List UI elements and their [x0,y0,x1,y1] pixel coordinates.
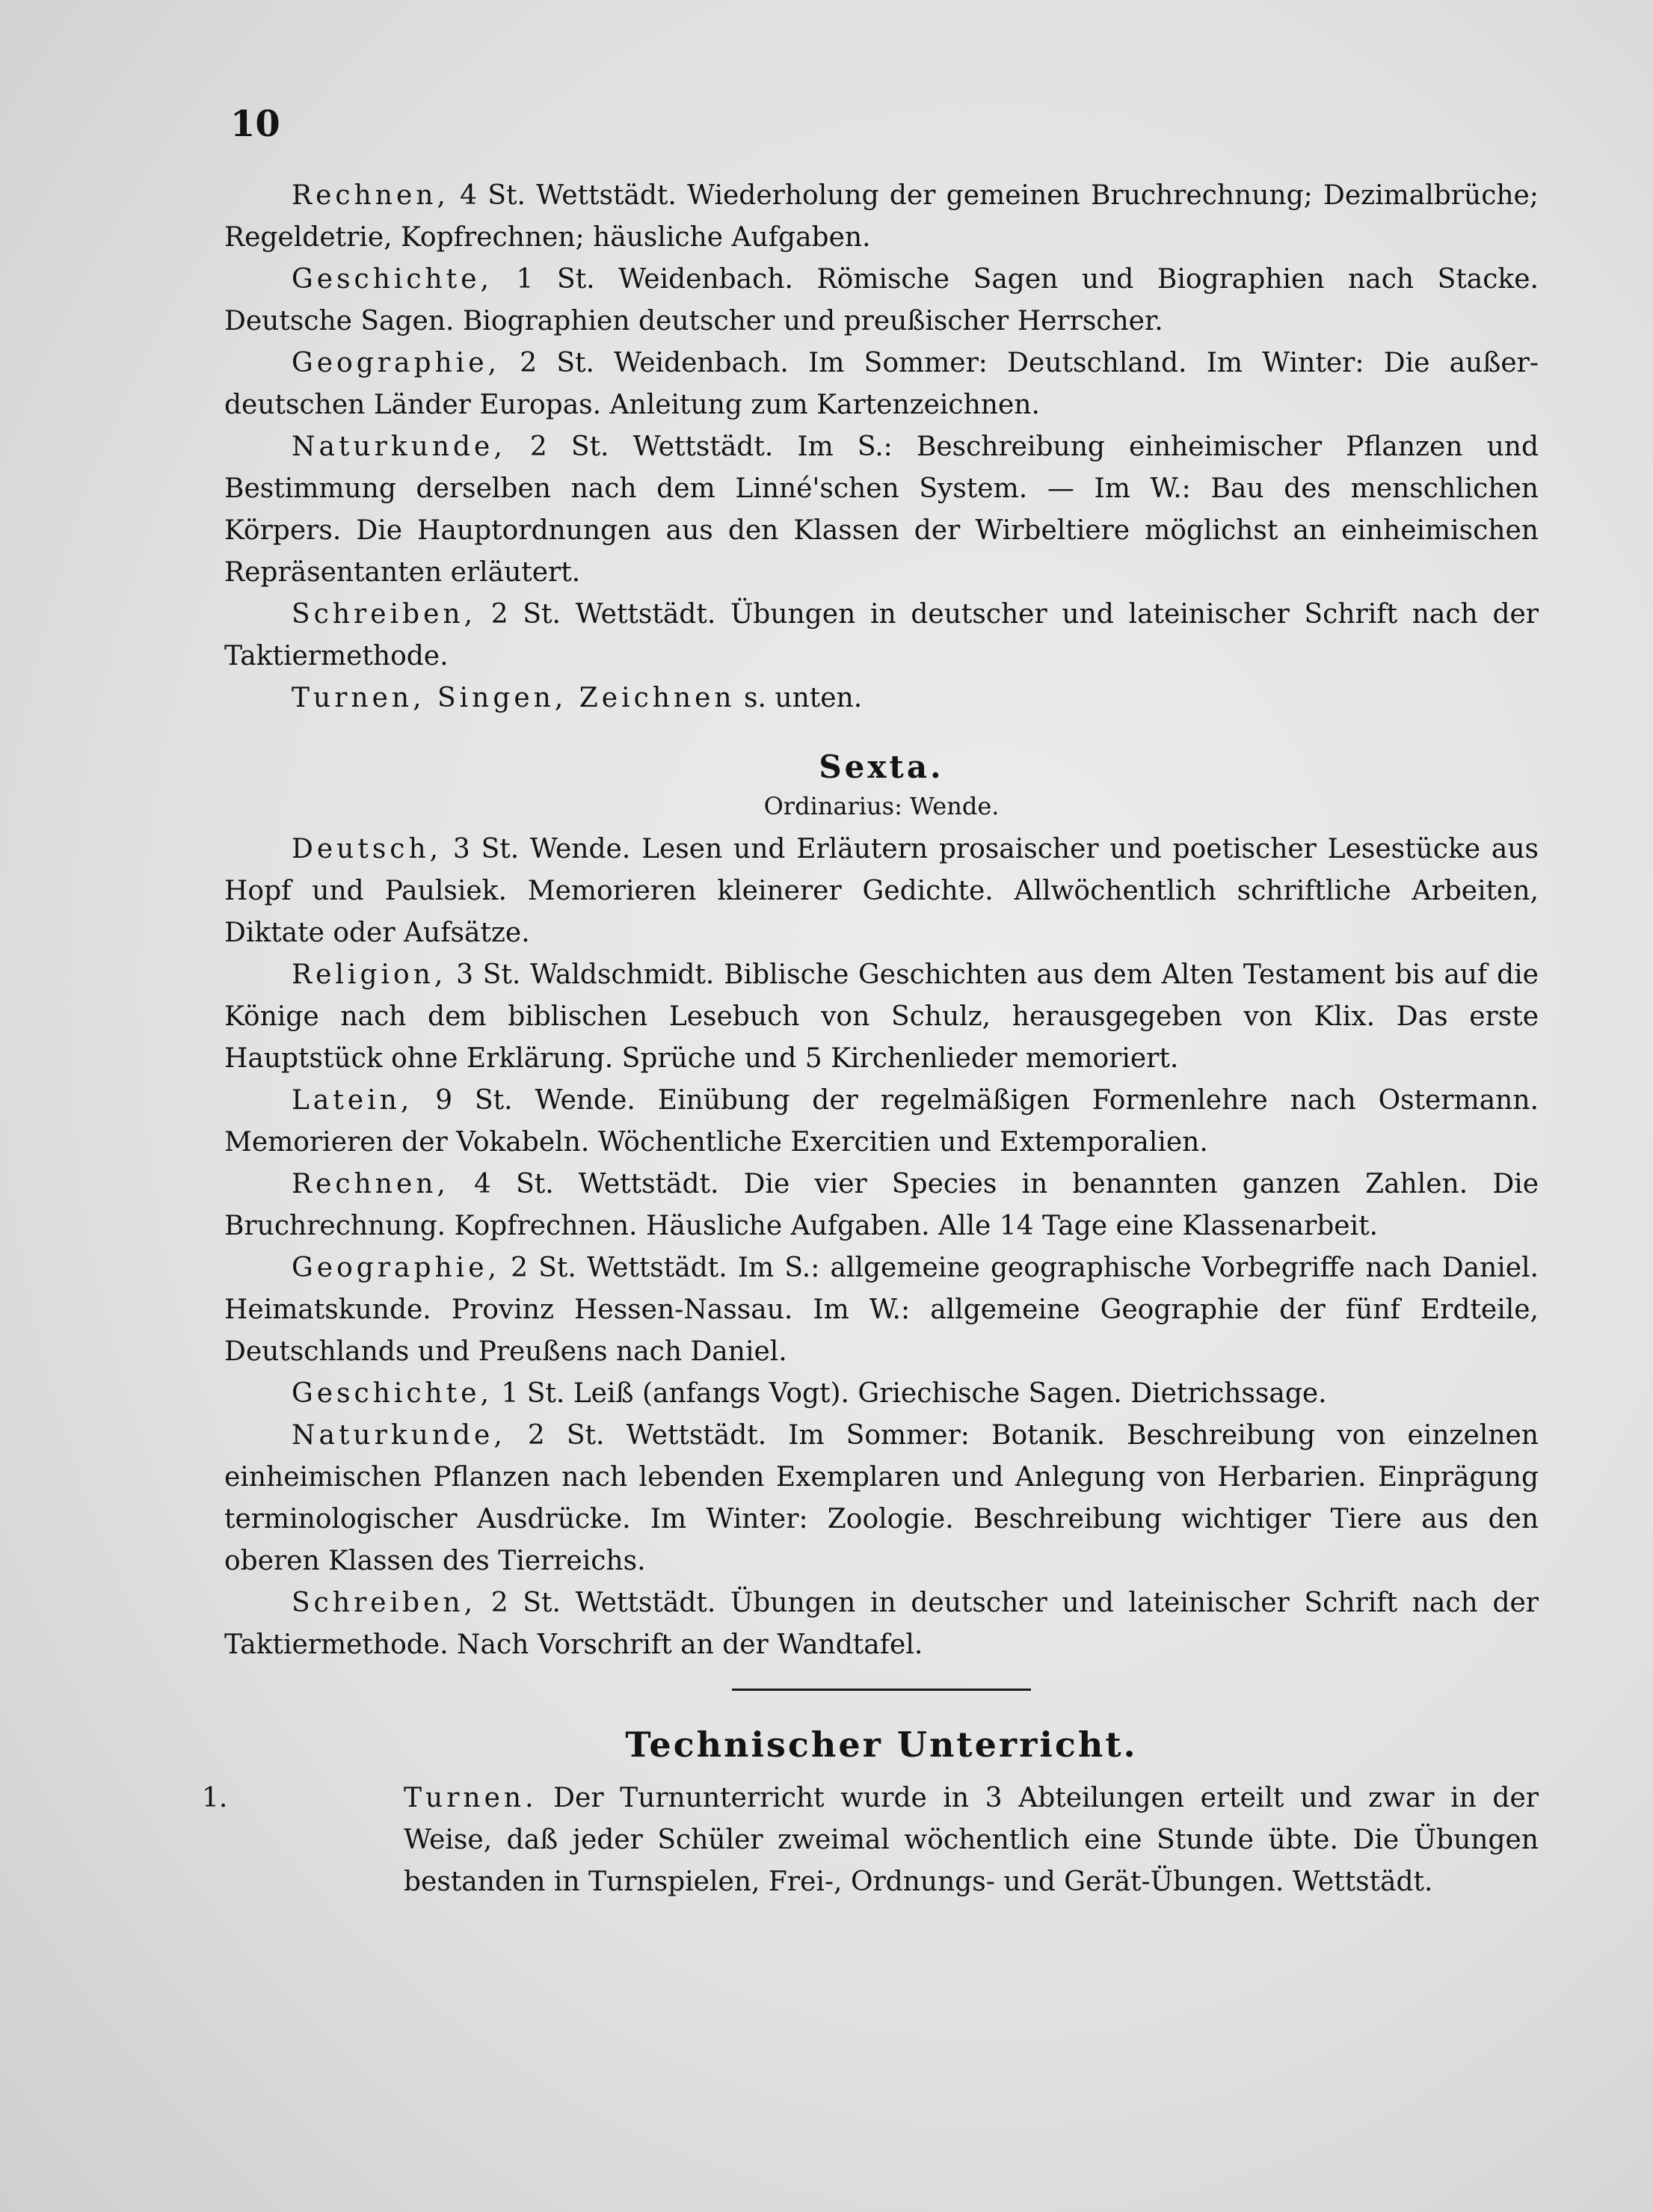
entry-religion [224,954,1539,1080]
item-number: 1. [202,1783,228,1813]
document-body [202,175,1539,1903]
entry-geographie [224,342,1539,426]
entry-subject: Religion, [292,959,447,990]
entry-subject: Rechnen, [292,180,449,211]
entry-text: 2 St. Wettstädt. Im Sommer: Botanik. Beschreibung von einzelnen einheimischen Pflanzen nach lebenden Exemplaren und Anlegung von Herbarien. Einprägung terminologischer Ausdrücke. Im Winter: Zoologie. Beschreibung wichtiger Tiere aus den oberen Klassen des Tierreichs. [224,1420,1539,1576]
entry-text: 1 St. Weidenbach. Römische Sagen und Biographien nach Stacke. Deutsche Sagen. Biographien deutscher und preußischer Herrscher. [224,264,1539,337]
entry-text: 2 St. Wettstädt. Übungen in deutscher und lateinischer Schrift nach der Taktiermethode. [224,599,1539,672]
section-ordinarius: Ordinarius: Wende. [763,792,1000,820]
entry-subject: Latein, [292,1085,413,1116]
page-number: 10 [230,103,280,145]
entry-subject: Naturkunde, [292,1420,506,1451]
entry-text: Der Turnunterricht wurde in 3 Abteilungen erteilt und zwar in der Weise, daß jeder Schüler zweimal wöchentlich eine Stunde übte. Die Übungen bestanden in Turnspielen, Frei-, Ordnungs- und Gerät-Übungen. Wettstädt. [404,1783,1539,1897]
entry-subject: Geschichte, [292,1378,493,1409]
entry-subject: Rechnen, [292,1169,449,1199]
section-divider [732,1689,1031,1691]
entry-naturkunde [224,1415,1539,1582]
entry-subject: Deutsch, [292,834,443,864]
technical-heading: Technischer Unterricht. [625,1724,1138,1765]
entry-deutsch [224,829,1539,954]
entry-geschichte [224,1373,1539,1415]
entry-subject: Geschichte, [292,264,493,295]
entry-latein [224,1080,1539,1164]
entry-geschichte [224,259,1539,342]
technical-item-turnen [202,1778,1539,1903]
entry-text: 3 St. Waldschmidt. Biblische Geschichten aus dem Alten Testament bis auf die Könige nach dem biblischen Lesebuch von Schulz, herausgegeben von Klix. Das erste Hauptstück ohne Erklärung. Sprüche und 5 Kirchenlieder memoriert. [224,959,1539,1074]
entry-subject: Schreiben, [292,599,477,630]
entry-subject: Geographie, [292,348,500,378]
entry-schreiben [224,1582,1539,1666]
entry-text: 4 St. Wettstädt. Die vier Species in benannten ganzen Zahlen. Die Bruchrechnung. Kopfrechnen. Häusliche Aufgaben. Alle 14 Tage eine Klassenarbeit. [224,1169,1539,1241]
entry-rechnen [224,1164,1539,1247]
entry-text: 9 St. Wende. Einübung der regelmäßigen Formenlehre nach Ostermann. Memorieren der Vokabeln. Wöchentliche Exercitien und Extemporalien. [224,1085,1539,1158]
entry-subject: Geographie, [292,1253,500,1283]
entry-text: 2 St. Weidenbach. Im Sommer: Deutschland. Im Winter: Die außer-deutschen Länder Europas. Anleitung zum Kartenzeichnen. [224,348,1539,420]
entry-text: 2 St. Wettstädt. Im S.: allgemeine geographische Vorbegriffe nach Daniel. Heimatskunde. Provinz Hessen-Nassau. Im W.: allgemeine Geographie der fünf Erdteile, Deutschlands und Preußens nach Daniel. [224,1253,1539,1367]
entry-subject: Turnen, Singen, Zeichnen [292,683,736,713]
entry-text: 3 St. Wende. Lesen und Erläutern prosaischer und poetischer Lesestücke aus Hopf und Paulsiek. Memorieren kleinerer Gedichte. Allwöchentlich schriftliche Arbeiten, Diktate oder Aufsätze. [224,834,1539,948]
entry-turnen-singen-zeichnen [224,678,1539,719]
entry-text: 2 St. Wettstädt. Übungen in deutscher und lateinischer Schrift nach der Taktiermethode. Nach Vorschrift an der Wandtafel. [224,1588,1539,1660]
section-title-sexta: Sexta. [819,749,944,785]
entry-subject: Turnen. [404,1783,538,1813]
entry-text: s. unten. [735,683,863,713]
entry-text: 1 St. Leiß (anfangs Vogt). Griechische Sagen. Dietrichssage. [492,1378,1327,1409]
entry-subject: Naturkunde, [292,431,506,462]
entry-schreiben [224,594,1539,678]
entry-geographie [224,1247,1539,1373]
entry-naturkunde [224,426,1539,594]
entry-text: 4 St. Wettstädt. Wiederholung der gemeinen Bruchrechnung; Dezimalbrüche; Regeldetrie, Kopfrechnen; häusliche Aufgaben. [224,180,1539,253]
entry-subject: Schreiben, [292,1588,477,1618]
entry-rechnen [224,175,1539,259]
item-body [404,1778,1539,1903]
entry-text: 2 St. Wettstädt. Im S.: Beschreibung einheimischer Pflanzen und Bestimmung derselben nach dem Linné'schen System. — Im W.: Bau des menschlichen Körpers. Die Hauptordnungen aus den Klassen der Wirbeltiere möglichst an einheimischen Repräsentanten erläutert. [224,431,1539,588]
